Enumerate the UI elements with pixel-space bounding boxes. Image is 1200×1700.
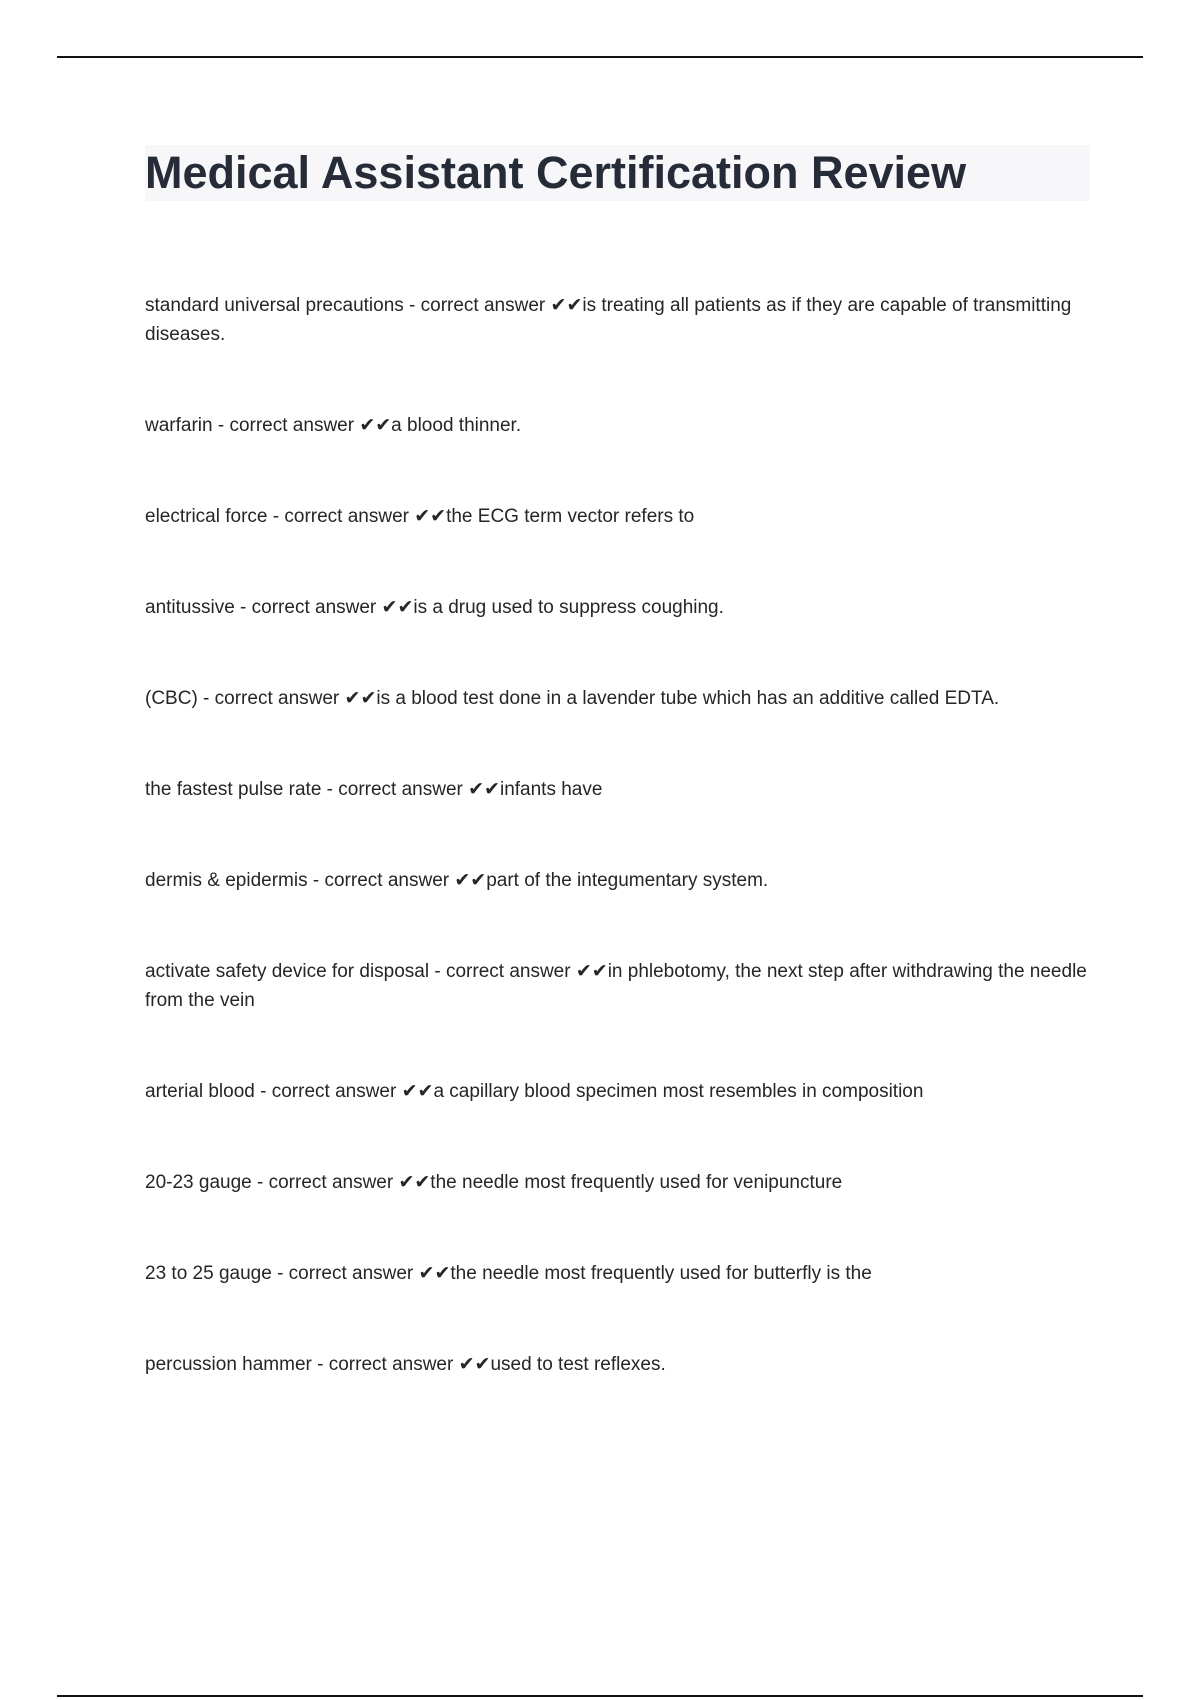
flashcard-entry: 23 to 25 gauge - correct answer ✔✔the needle most frequently used for butterfly is the [145, 1263, 872, 1284]
flashcard-entry: arterial blood - correct answer ✔✔a capillary blood specimen most resembles in composition [145, 1081, 924, 1102]
flashcard-entry: warfarin - correct answer ✔✔a blood thinner. [145, 415, 522, 436]
title-banner [145, 145, 1090, 201]
flashcard-entry: dermis & epidermis - correct answer ✔✔part of the integumentary system. [145, 870, 769, 891]
flashcard-entry: 20-23 gauge - correct answer ✔✔the needle most frequently used for venipuncture [145, 1172, 843, 1193]
flashcard-entry: (CBC) - correct answer ✔✔is a blood test done in a lavender tube which has an additive called EDTA. [145, 688, 1000, 709]
flashcard-entry: antitussive - correct answer ✔✔is a drug used to suppress coughing. [145, 597, 724, 618]
document-title: Medical Assistant Certification Review [145, 147, 967, 198]
flashcard-entry: activate safety device for disposal - correct answer ✔✔in phlebotomy, the next step after withdrawing the needle from the vein [145, 961, 1087, 1011]
flashcard-entry: standard universal precautions - correct answer ✔✔is treating all patients as if they are capable of transmitting diseases. [145, 295, 1072, 345]
flashcard-entry: electrical force - correct answer ✔✔the ECG term vector refers to [145, 506, 695, 527]
header-rule [57, 56, 1143, 58]
footer-rule [57, 1695, 1143, 1697]
flashcard-list [145, 291, 1090, 1379]
flashcard-entry: the fastest pulse rate - correct answer ✔✔infants have [145, 779, 603, 800]
flashcard-entry: percussion hammer - correct answer ✔✔used to test reflexes. [145, 1354, 666, 1375]
